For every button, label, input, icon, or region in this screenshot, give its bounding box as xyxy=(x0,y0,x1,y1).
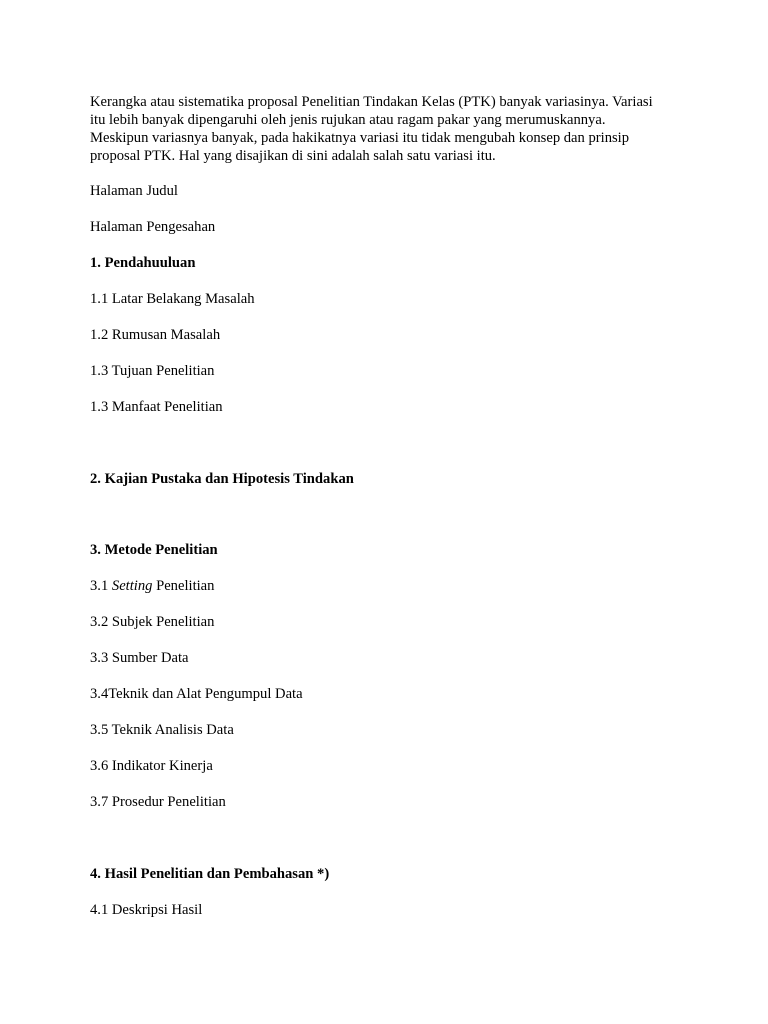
chapter-1-item: 1.2 Rumusan Masalah xyxy=(90,327,221,343)
chapter-4-item: 4.1 Deskripsi Hasil xyxy=(90,902,203,918)
chapter-3-item-setting xyxy=(90,577,214,595)
intro-line-4: proposal PTK. Hal yang disajikan di sini adalah salah satu variasi itu. xyxy=(90,148,496,164)
title-page-entry: Halaman Judul xyxy=(90,183,178,199)
chapter-3-item: 3.2 Subjek Penelitian xyxy=(90,614,215,630)
chapter-1-item: 1.3 Manfaat Penelitian xyxy=(90,399,223,415)
chapter-1-heading: 1. Pendahuuluan xyxy=(90,255,196,271)
chapter-3-item: 3.5 Teknik Analisis Data xyxy=(90,722,234,738)
chapter-3-item: 3.7 Prosedur Penelitian xyxy=(90,794,226,810)
item-italic-term: Setting xyxy=(111,578,153,594)
chapter-3-item: 3.4Teknik dan Alat Pengumpul Data xyxy=(90,686,303,702)
chapter-4-heading: 4. Hasil Penelitian dan Pembahasan *) xyxy=(90,866,330,882)
intro-line-2: itu lebih banyak dipengaruhi oleh jenis rujukan atau ragam pakar yang merumuskannya. xyxy=(90,112,606,128)
chapter-3-heading: 3. Metode Penelitian xyxy=(90,542,218,558)
chapter-3-item: 3.3 Sumber Data xyxy=(90,650,189,666)
chapter-3-item: 3.6 Indikator Kinerja xyxy=(90,758,213,774)
approval-page-entry: Halaman Pengesahan xyxy=(90,219,216,235)
item-rest: Penelitian xyxy=(152,578,215,594)
intro-line-1: Kerangka atau sistematika proposal Penelitian Tindakan Kelas (PTK) banyak variasinya. Variasi xyxy=(90,94,653,110)
chapter-1-item: 1.3 Tujuan Penelitian xyxy=(90,363,215,379)
intro-line-3: Meskipun variasnya banyak, pada hakikatnya variasi itu tidak mengubah konsep dan prinsip xyxy=(90,130,630,146)
chapter-2-heading: 2. Kajian Pustaka dan Hipotesis Tindakan xyxy=(90,471,354,487)
item-number: 3.1 xyxy=(90,578,112,594)
chapter-1-item: 1.1 Latar Belakang Masalah xyxy=(90,291,255,307)
